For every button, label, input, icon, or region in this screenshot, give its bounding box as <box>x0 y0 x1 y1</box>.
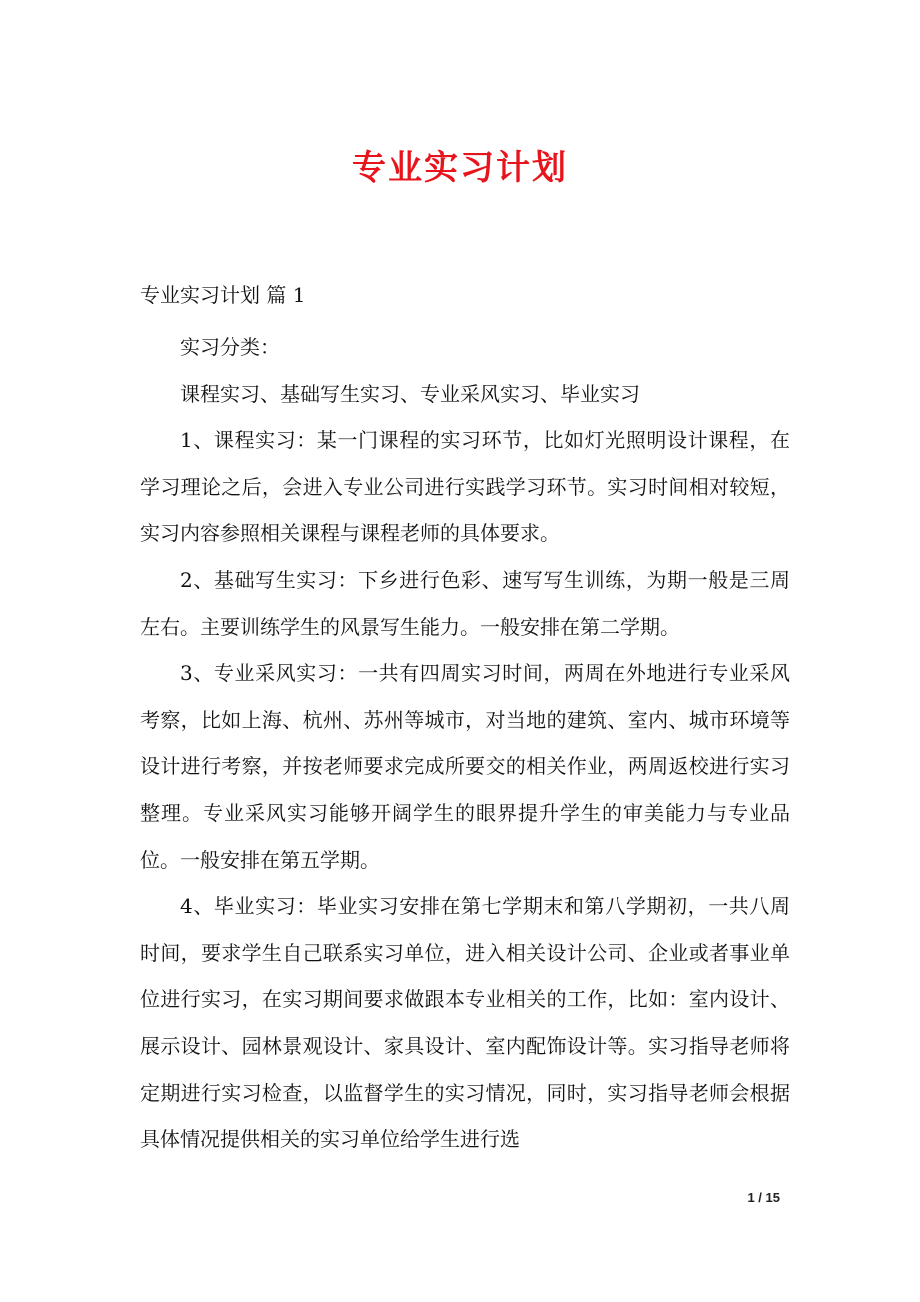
paragraph-category-label: 实习分类： <box>180 335 280 359</box>
page-number: 1 / 15 <box>747 1190 780 1205</box>
document-body <box>140 324 790 1163</box>
paragraph-category-list: 课程实习、基础写生实习、专业采风实习、毕业实习 <box>180 381 640 406</box>
document-title: 专业实习计划 <box>352 148 568 188</box>
section-heading: 专业实习计划 篇 1 <box>140 283 306 307</box>
paragraph-sketch-internship: 2、基础写生实习：下乡进行色彩、速写写生训练，为期一般是三周左右。主要训练学生的风景写生能力。一般安排在第二学期。 <box>140 567 790 639</box>
paragraph-course-internship: 1、课程实习：某一门课程的实习环节，比如灯光照明设计课程，在学习理论之后，会进入专业公司进行实践学习环节。实习时间相对较短，实习内容参照相关课程与课程老师的具体要求。 <box>140 428 790 546</box>
paragraph-field-trip-internship: 3、专业采风实习：一共有四周实习时间，两周在外地进行专业采风考察，比如上海、杭州、苏州等城市，对当地的建筑、室内、城市环境等设计进行考察，并按老师要求完成所要交的相关作业，两周返校进行实习整理。专业采风实习能够开阔学生的眼界提升学生的审美能力与专业品位。一般安排在第五学期。 <box>140 661 790 872</box>
paragraph-graduation-internship: 4、毕业实习：毕业实习安排在第七学期末和第八学期初，一共八周时间，要求学生自己联系实习单位，进入相关设计公司、企业或者事业单位进行实习，在实习期间要求做跟本专业相关的工作，比如：室内设计、展示设计、园林景观设计、家具设计、室内配饰设计等。实习指导老师将定期进行实习检查，以监督学生的实习情况，同时，实习指导老师会根据具体情况提供相关的实习单位给学生进行选 <box>140 894 790 1152</box>
